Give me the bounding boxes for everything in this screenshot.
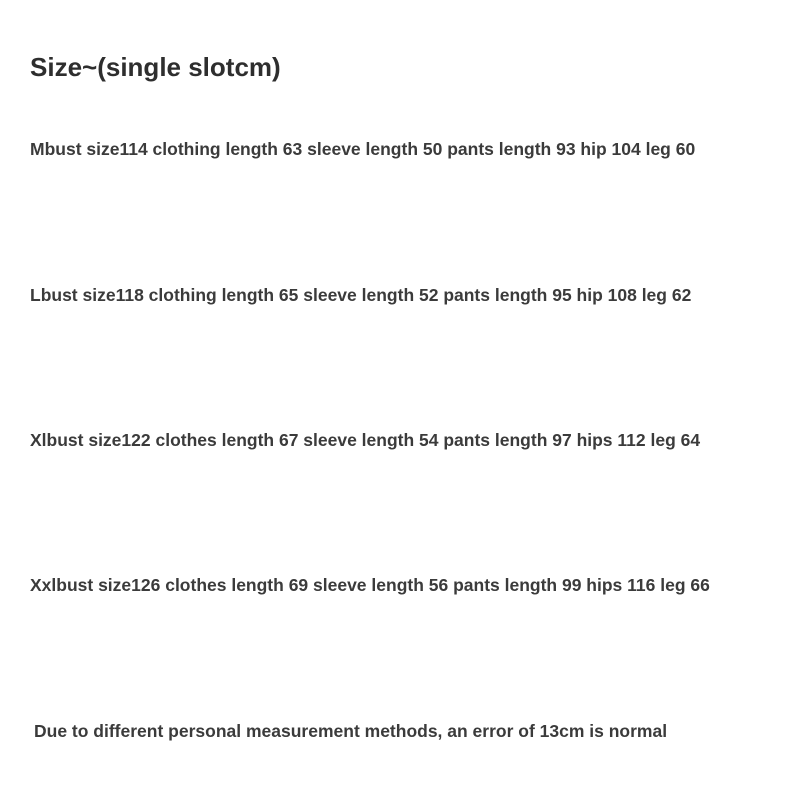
size-row-m: Mbust size114 clothing length 63 sleeve length 50 pants length 93 hip 104 leg 60	[30, 139, 696, 159]
size-row-xl: Xlbust size122 clothes length 67 sleeve length 54 pants length 97 hips 112 leg 64	[30, 430, 701, 450]
measurement-note: Due to different personal measurement methods, an error of 13cm is normal	[34, 721, 668, 741]
size-row-l: Lbust size118 clothing length 65 sleeve length 52 pants length 95 hip 108 leg 62	[30, 285, 692, 305]
page-title: Size~(single slotcm)	[30, 52, 281, 82]
size-row-xxl: Xxlbust size126 clothes length 69 sleeve length 56 pants length 99 hips 116 leg 66	[30, 575, 710, 595]
